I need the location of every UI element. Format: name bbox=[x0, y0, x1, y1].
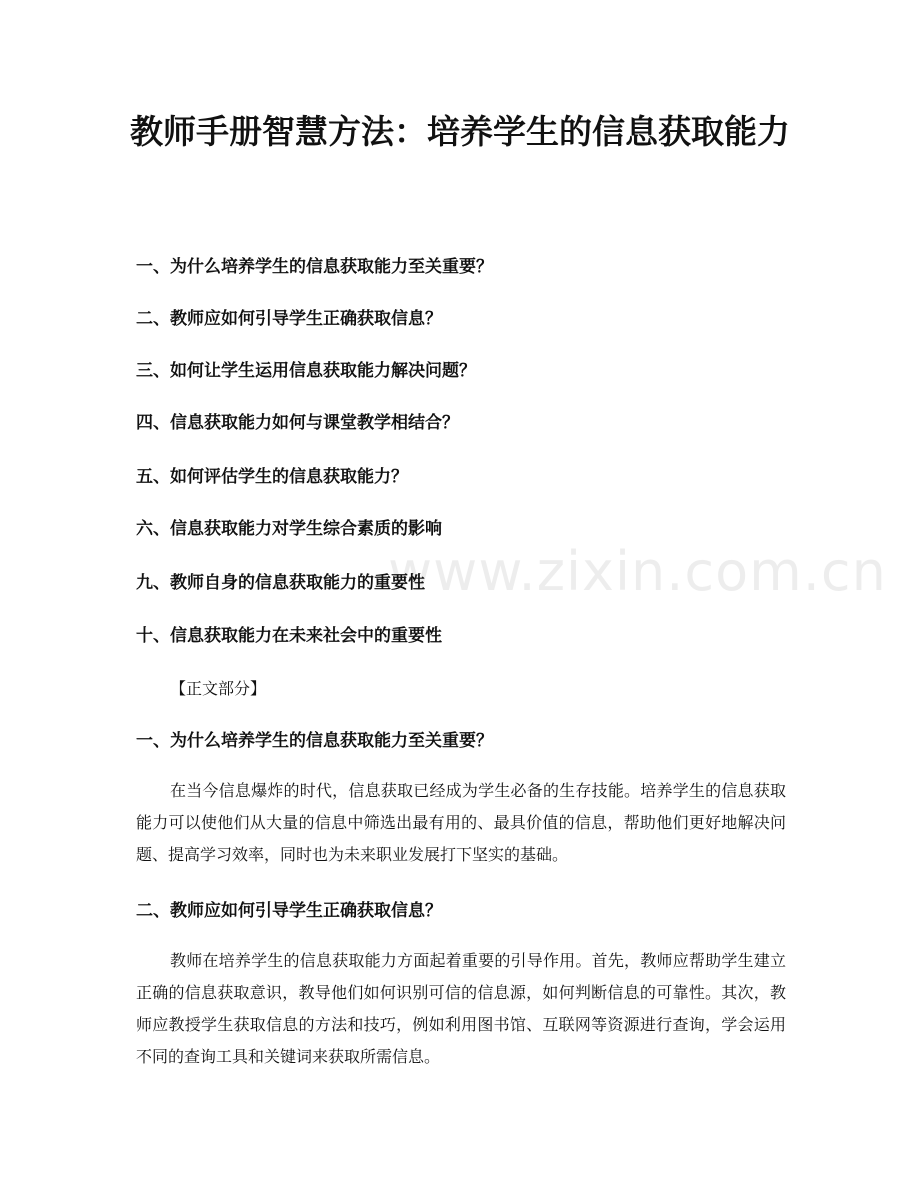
toc-item: 一、为什么培养学生的信息获取能力至关重要？ bbox=[136, 257, 493, 277]
section-heading: 二、教师应如何引导学生正确获取信息？ bbox=[136, 901, 442, 921]
page-title: 教师手册智慧方法：培养学生的信息获取能力 bbox=[130, 112, 790, 151]
section-heading: 一、为什么培养学生的信息获取能力至关重要？ bbox=[136, 731, 493, 751]
section-paragraph: 在当今信息爆炸的时代，信息获取已经成为学生必备的生存技能。培养学生的信息获取能力可以使他们从大量的信息中筛选出最有用的、最具价值的信息，帮助他们更好地解决问题、提高学习效率，同时也为未来职业发展打下坚实的基础。 bbox=[136, 781, 786, 864]
body-section-label: 【正文部分】 bbox=[170, 679, 267, 698]
toc-item: 三、如何让学生运用信息获取能力解决问题？ bbox=[136, 361, 476, 381]
watermark: www.zixin.com.cn bbox=[388, 540, 887, 603]
toc-item: 十、信息获取能力在未来社会中的重要性 bbox=[136, 626, 442, 646]
toc-item: 五、如何评估学生的信息获取能力？ bbox=[136, 467, 408, 487]
toc-item: 六、信息获取能力对学生综合素质的影响 bbox=[136, 519, 442, 539]
section-paragraph: 教师在培养学生的信息获取能力方面起着重要的引导作用。首先，教师应帮助学生建立正确的信息获取意识，教导他们如何识别可信的信息源，如何判断信息的可靠性。其次，教师应教授学生获取信息的方法和技巧，例如利用图书馆、互联网等资源进行查询，学会运用不同的查询工具和关键词来获取所需信息。 bbox=[136, 951, 786, 1066]
toc-item: 九、教师自身的信息获取能力的重要性 bbox=[136, 573, 425, 593]
toc-item: 二、教师应如何引导学生正确获取信息？ bbox=[136, 309, 442, 329]
toc-item: 四、信息获取能力如何与课堂教学相结合？ bbox=[136, 413, 459, 433]
